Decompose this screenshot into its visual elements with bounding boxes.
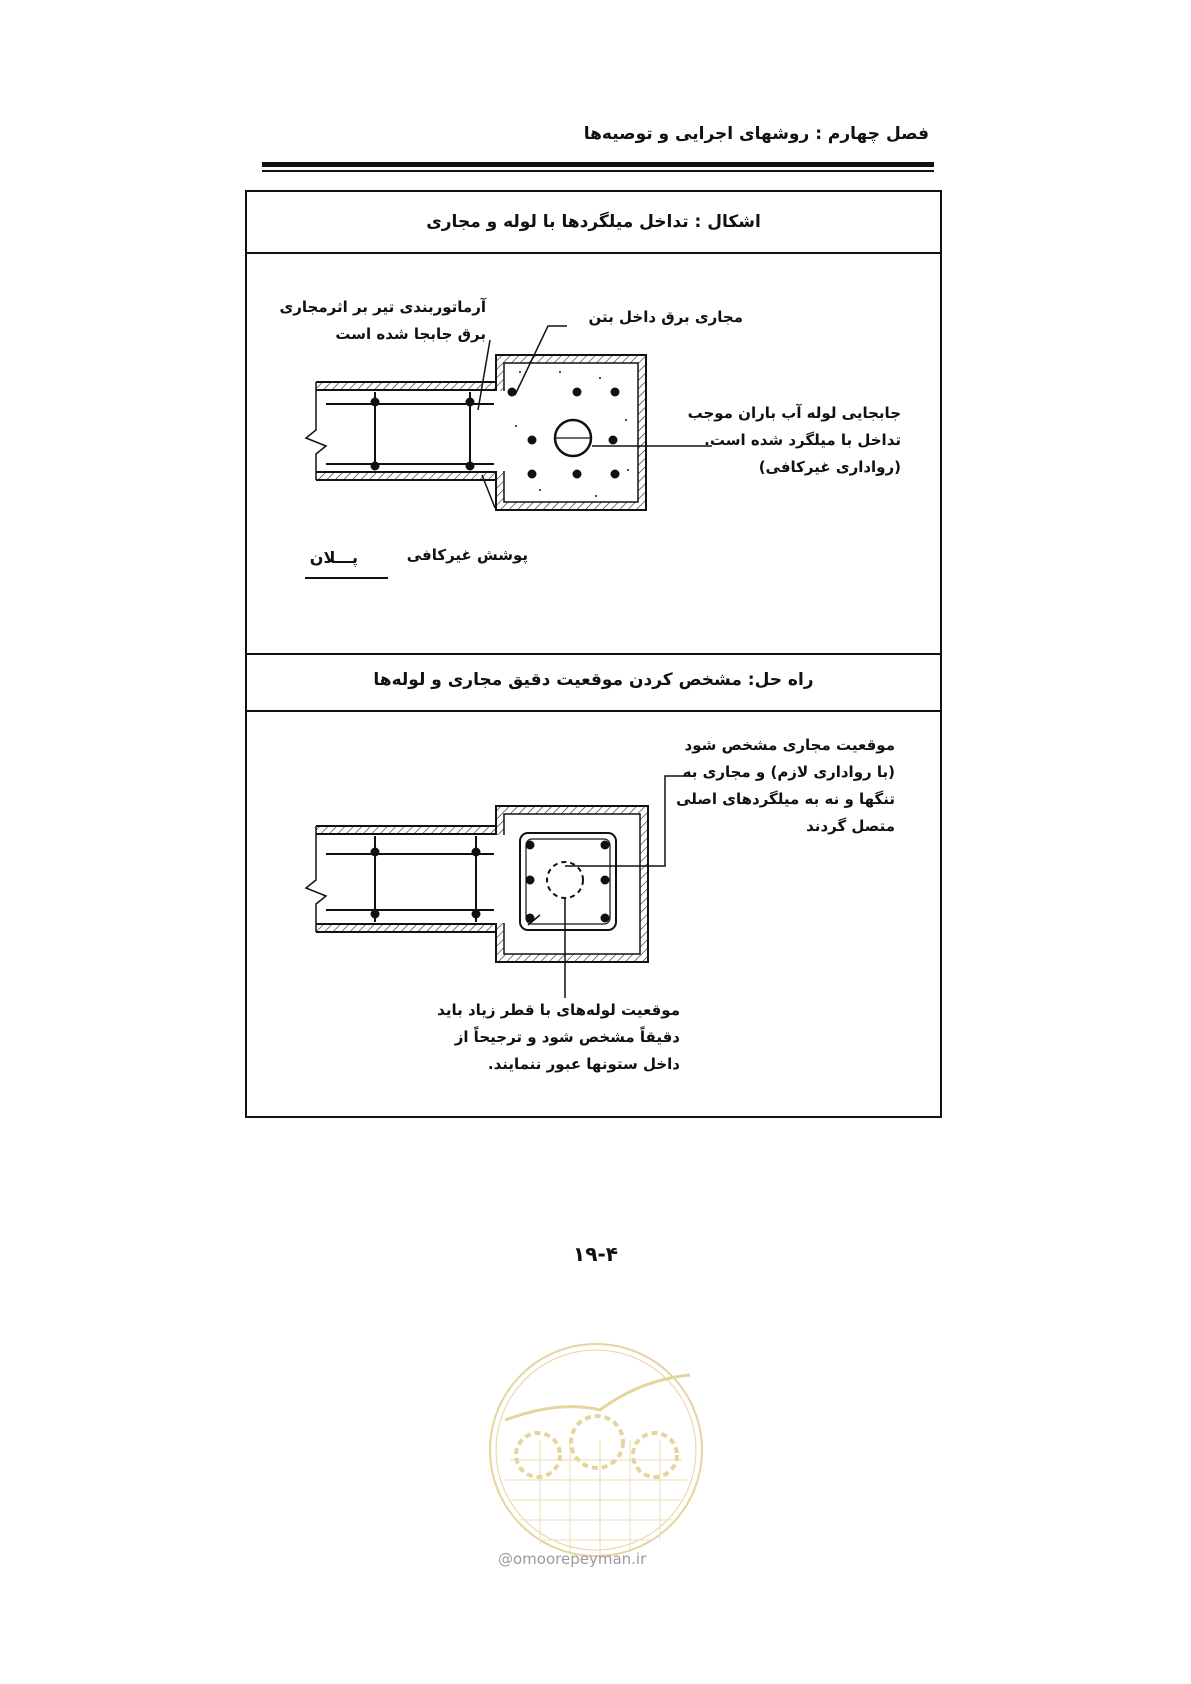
top-plan-diagram bbox=[305, 326, 712, 578]
plan-label: پـــلان bbox=[309, 548, 358, 567]
solution-title: راه حل: مشخص کردن موقعیت دقیق مجاری و لوله‌ها bbox=[373, 670, 814, 690]
bottom-plan-diagram bbox=[306, 776, 690, 998]
label-conduit-position: موقعیت مجاری مشخص شود (با رواداری لازم) و مجاری به تنگها و نه به میلگردهای اصلی متصل گردند bbox=[676, 736, 895, 835]
label-cover: پوشش غیرکافی bbox=[406, 546, 528, 564]
label-pipe-displacement: جابجایی لوله آب باران موجب تداخل با میلگرد شده است. (رواداری غیرکافی) bbox=[687, 404, 901, 476]
watermark-site: @omoorepeyman.ir bbox=[498, 1550, 647, 1568]
chapter-title: فصل چهارم : روشهای اجرایی و توصیه‌ها bbox=[583, 124, 929, 144]
page-number: ۱۹-۴ bbox=[573, 1242, 618, 1266]
label-rebar-beam: آرماتوربندی تیر بر اثرمجاری برق جابجا شده است bbox=[279, 298, 486, 343]
watermark-logo-text bbox=[486, 1340, 706, 1560]
label-pipe-position: موقعیت لوله‌های با قطر زیاد باید دقیقاً مشخص شود و ترجیحاً از داخل ستونها عبور ننمایند. bbox=[437, 1001, 680, 1073]
label-conduit: مجاری برق داخل بتن bbox=[588, 308, 743, 326]
figure-title: اشکال : تداخل میلگردها با لوله و مجاری bbox=[426, 212, 761, 232]
